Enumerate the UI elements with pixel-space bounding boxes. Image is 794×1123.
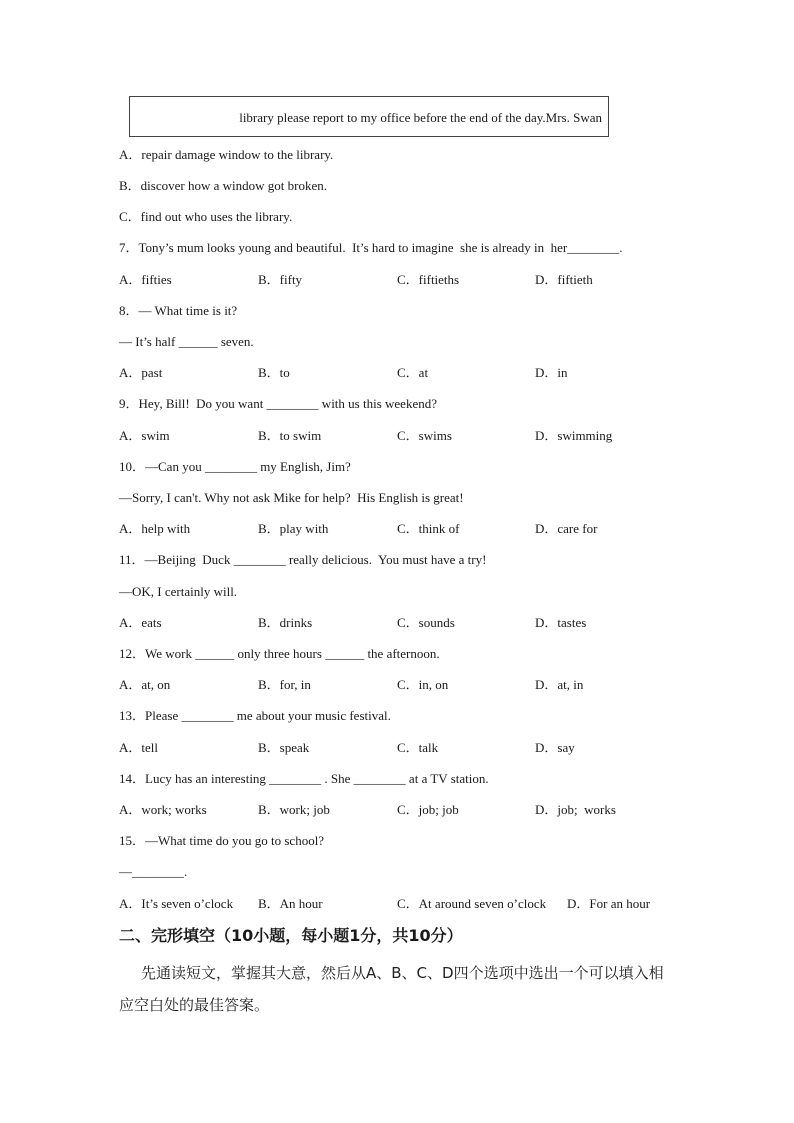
q6-option-a: A．repair damage window to the library. <box>119 147 334 162</box>
q15-option-c: C．At around seven o’clock <box>397 896 547 911</box>
q13-stem: 13．Please ________ me about your music festival. <box>119 708 391 723</box>
q12-option-a: A．at, on <box>119 677 171 692</box>
q8-stem-response: — It’s half ______ seven. <box>119 334 254 349</box>
q14-option-a: A．work; works <box>119 802 207 817</box>
q7-option-c: C．fiftieths <box>397 272 460 287</box>
q11-option-d: D．tastes <box>535 615 587 630</box>
q15-option-b: B．An hour <box>258 896 323 911</box>
q15-option-d: D．For an hour <box>567 896 651 911</box>
q11-option-c: C．sounds <box>397 615 455 630</box>
q14-option-d: D．job; works <box>535 802 616 817</box>
q8-option-d: D．in <box>535 365 568 380</box>
q9-stem: 9．Hey, Bill! Do you want ________ with us this weekend? <box>119 396 437 411</box>
q8-option-a: A．past <box>119 365 163 380</box>
q10-stem: 10．—Can you ________ my English, Jim? <box>119 459 351 474</box>
q9-option-b: B．to swim <box>258 428 322 443</box>
q8-option-c: C．at <box>397 365 429 380</box>
q11-stem: 11．—Beijing Duck ________ really delicious. You must have a try! <box>119 552 487 567</box>
q6-option-b: B．discover how a window got broken. <box>119 178 327 193</box>
notice-box <box>129 96 609 137</box>
q10-option-c: C．think of <box>397 521 460 536</box>
q12-option-c: C．in, on <box>397 677 449 692</box>
q7-option-a: A．fifties <box>119 272 172 287</box>
q15-stem: 15．—What time do you go to school? <box>119 833 325 848</box>
q15-option-a: A．It’s seven o’clock <box>119 896 234 911</box>
q11-stem-response: —OK, I certainly will. <box>119 584 238 599</box>
q10-option-d: D．care for <box>535 521 598 536</box>
q12-option-d: D．at, in <box>535 677 584 692</box>
notice-text: library please report to my office before the end of the day.Mrs. Swan <box>239 110 602 125</box>
q13-option-a: A．tell <box>119 740 158 755</box>
q13-option-b: B．speak <box>258 740 310 755</box>
q12-option-b: B．for, in <box>258 677 311 692</box>
q9-option-a: A．swim <box>119 428 170 443</box>
q8-option-b: B．to <box>258 365 290 380</box>
q13-option-c: C．talk <box>397 740 439 755</box>
q11-option-a: A．eats <box>119 615 162 630</box>
q7-stem: 7．Tony’s mum looks young and beautiful. It’s hard to imagine she is already in her________. <box>119 240 623 255</box>
q11-option-b: B．drinks <box>258 615 313 630</box>
section-instruction: 先通读短文，掌握其大意，然后从A、B、C、D四个选项中选出一个可以填入相应空白处的最佳答案。 <box>119 964 664 1014</box>
q10-stem-response: —Sorry, I can't. Why not ask Mike for help? His English is great! <box>119 490 464 505</box>
q15-stem-response: —________. <box>119 864 188 879</box>
q10-option-a: A．help with <box>119 521 191 536</box>
q13-option-d: D．say <box>535 740 575 755</box>
q9-option-d: D．swimming <box>535 428 613 443</box>
q8-stem: 8．— What time is it? <box>119 303 238 318</box>
q12-stem: 12．We work ______ only three hours ______ the afternoon. <box>119 646 440 661</box>
q7-option-b: B．fifty <box>258 272 303 287</box>
q6-option-c: C．find out who uses the library. <box>119 209 293 224</box>
section-title-cloze: 二、完形填空（10小题，每小题1分，共10分） <box>119 926 463 945</box>
q7-option-d: D．fiftieth <box>535 272 593 287</box>
q14-stem: 14．Lucy has an interesting ________ . She ________ at a TV station. <box>119 771 489 786</box>
q9-option-c: C．swims <box>397 428 452 443</box>
q14-option-b: B．work; job <box>258 802 330 817</box>
q10-option-b: B．play with <box>258 521 329 536</box>
q14-option-c: C．job; job <box>397 802 459 817</box>
